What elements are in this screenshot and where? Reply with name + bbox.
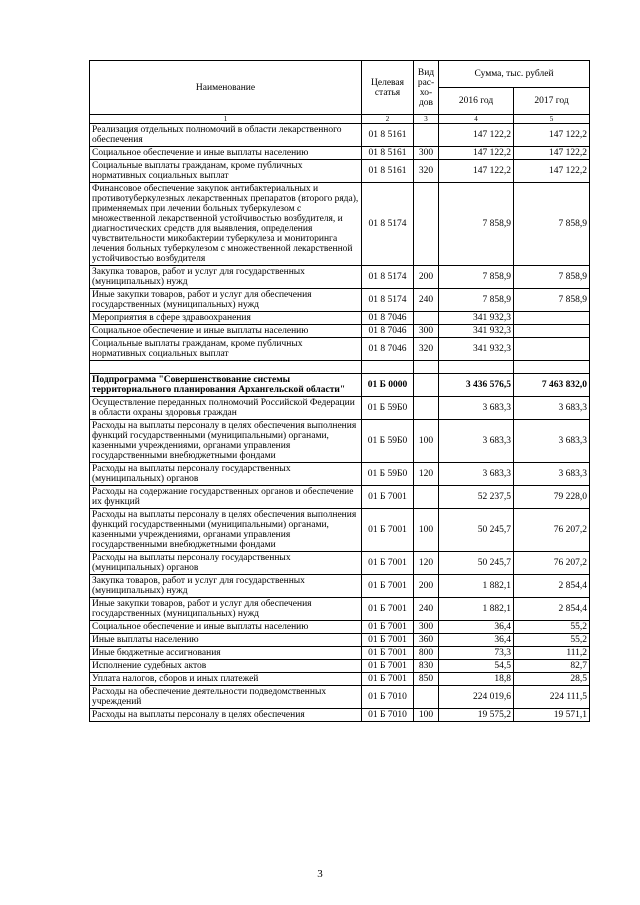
row-code-cell: 01 Б 7001 bbox=[362, 673, 414, 686]
row-code-cell: 01 8 7046 bbox=[362, 312, 414, 325]
row-sum-2016-cell: 341 932,3 bbox=[439, 312, 514, 325]
table-row bbox=[90, 463, 590, 486]
row-expense-type-cell: 120 bbox=[414, 552, 439, 575]
row-sum-2017-cell: 7 463 832,0 bbox=[514, 374, 590, 397]
row-sum-2017-cell: 7 858,9 bbox=[514, 183, 590, 266]
row-sum-2016-cell: 36,4 bbox=[439, 634, 514, 647]
row-code-cell: 01 Б 7010 bbox=[362, 709, 414, 722]
row-sum-2017-cell bbox=[514, 325, 590, 338]
empty-cell bbox=[514, 361, 590, 374]
row-sum-2017-cell: 3 683,3 bbox=[514, 397, 590, 420]
index-cell: 3 bbox=[414, 115, 439, 124]
row-code-cell: 01 8 5174 bbox=[362, 266, 414, 289]
row-sum-2017-cell: 76 207,2 bbox=[514, 509, 590, 552]
row-code-cell: 01 8 5174 bbox=[362, 183, 414, 266]
row-sum-2017-cell: 82,7 bbox=[514, 660, 590, 673]
table-row bbox=[90, 374, 590, 397]
row-sum-2017-cell: 147 122,2 bbox=[514, 160, 590, 183]
index-cell: 4 bbox=[439, 115, 514, 124]
index-cell: 5 bbox=[514, 115, 590, 124]
row-sum-2016-cell: 54,5 bbox=[439, 660, 514, 673]
row-sum-2017-cell: 55,2 bbox=[514, 621, 590, 634]
row-sum-2016-cell: 3 436 576,5 bbox=[439, 374, 514, 397]
row-sum-2016-cell: 18,8 bbox=[439, 673, 514, 686]
row-sum-2017-cell: 7 858,9 bbox=[514, 289, 590, 312]
row-sum-2017-cell: 79 228,0 bbox=[514, 486, 590, 509]
table-row bbox=[90, 266, 590, 289]
table-row bbox=[90, 709, 590, 722]
row-code-cell: 01 8 5161 bbox=[362, 147, 414, 160]
row-sum-2016-cell: 147 122,2 bbox=[439, 160, 514, 183]
empty-cell bbox=[439, 361, 514, 374]
row-sum-2017-cell: 147 122,2 bbox=[514, 147, 590, 160]
row-expense-type-cell: 320 bbox=[414, 160, 439, 183]
row-name-cell: Расходы на выплаты персоналу государственных (муниципальных) органов bbox=[90, 552, 362, 575]
row-name-cell: Социальные выплаты гражданам, кроме публичных нормативных социальных выплат bbox=[90, 338, 362, 361]
table-row bbox=[90, 686, 590, 709]
row-sum-2016-cell: 147 122,2 bbox=[439, 124, 514, 147]
row-name-cell: Социальное обеспечение и иные выплаты населению bbox=[90, 325, 362, 338]
row-sum-2016-cell: 19 575,2 bbox=[439, 709, 514, 722]
empty-cell bbox=[362, 361, 414, 374]
row-name-cell: Расходы на выплаты персоналу в целях обеспечения bbox=[90, 709, 362, 722]
row-code-cell: 01 Б 7001 bbox=[362, 509, 414, 552]
row-name-cell: Исполнение судебных актов bbox=[90, 660, 362, 673]
row-expense-type-cell: 850 bbox=[414, 673, 439, 686]
row-sum-2017-cell bbox=[514, 312, 590, 325]
row-sum-2017-cell bbox=[514, 338, 590, 361]
row-sum-2016-cell: 50 245,7 bbox=[439, 552, 514, 575]
row-expense-type-cell: 100 bbox=[414, 509, 439, 552]
row-sum-2016-cell: 3 683,3 bbox=[439, 420, 514, 463]
row-name-cell: Реализация отдельных полномочий в области лекарственного обеспечения bbox=[90, 124, 362, 147]
table-row bbox=[90, 160, 590, 183]
table-row bbox=[90, 647, 590, 660]
empty-cell bbox=[90, 361, 362, 374]
table-row bbox=[90, 673, 590, 686]
row-name-cell: Иные закупки товаров, работ и услуг для обеспечения государственных (муниципальных) нужд bbox=[90, 289, 362, 312]
row-sum-2017-cell: 19 571,1 bbox=[514, 709, 590, 722]
row-name-cell: Расходы на содержание государственных органов и обеспечение их функций bbox=[90, 486, 362, 509]
table-row bbox=[90, 598, 590, 621]
row-name-cell: Закупка товаров, работ и услуг для государственных (муниципальных) нужд bbox=[90, 575, 362, 598]
row-sum-2016-cell: 341 932,3 bbox=[439, 338, 514, 361]
row-sum-2016-cell: 147 122,2 bbox=[439, 147, 514, 160]
table-row bbox=[90, 124, 590, 147]
table-row bbox=[90, 289, 590, 312]
row-sum-2016-cell: 50 245,7 bbox=[439, 509, 514, 552]
row-name-cell: Подпрограмма "Совершенствование системы территориального планирования Архангельской области" bbox=[90, 374, 362, 397]
index-cell: 1 bbox=[90, 115, 362, 124]
row-name-cell: Закупка товаров, работ и услуг для государственных (муниципальных) нужд bbox=[90, 266, 362, 289]
table-row bbox=[90, 486, 590, 509]
row-code-cell: 01 8 5161 bbox=[362, 124, 414, 147]
row-sum-2016-cell: 1 882,1 bbox=[439, 598, 514, 621]
table-row bbox=[90, 325, 590, 338]
table-row bbox=[90, 621, 590, 634]
row-sum-2016-cell: 341 932,3 bbox=[439, 325, 514, 338]
row-sum-2016-cell: 73,3 bbox=[439, 647, 514, 660]
row-code-cell: 01 Б 7001 bbox=[362, 634, 414, 647]
row-sum-2017-cell: 2 854,4 bbox=[514, 598, 590, 621]
row-expense-type-cell: 100 bbox=[414, 420, 439, 463]
row-sum-2016-cell: 7 858,9 bbox=[439, 266, 514, 289]
row-expense-type-cell: 200 bbox=[414, 575, 439, 598]
row-code-cell: 01 Б 7001 bbox=[362, 647, 414, 660]
row-expense-type-cell: 320 bbox=[414, 338, 439, 361]
row-code-cell: 01 8 5161 bbox=[362, 160, 414, 183]
row-code-cell: 01 Б 59Б0 bbox=[362, 463, 414, 486]
row-sum-2017-cell: 76 207,2 bbox=[514, 552, 590, 575]
row-code-cell: 01 Б 0000 bbox=[362, 374, 414, 397]
table-row bbox=[90, 509, 590, 552]
row-sum-2016-cell: 3 683,3 bbox=[439, 397, 514, 420]
row-code-cell: 01 Б 59Б0 bbox=[362, 397, 414, 420]
row-expense-type-cell: 300 bbox=[414, 621, 439, 634]
row-code-cell: 01 8 5174 bbox=[362, 289, 414, 312]
row-expense-type-cell bbox=[414, 486, 439, 509]
row-expense-type-cell bbox=[414, 124, 439, 147]
index-cell: 2 bbox=[362, 115, 414, 124]
table-row bbox=[90, 397, 590, 420]
table-row bbox=[90, 634, 590, 647]
row-expense-type-cell bbox=[414, 397, 439, 420]
row-code-cell: 01 Б 59Б0 bbox=[362, 420, 414, 463]
table-row bbox=[90, 420, 590, 463]
row-code-cell: 01 8 7046 bbox=[362, 338, 414, 361]
table-row bbox=[90, 660, 590, 673]
table-row bbox=[90, 575, 590, 598]
header-target-article: Целевая статья bbox=[362, 61, 414, 115]
table-row bbox=[90, 312, 590, 325]
row-expense-type-cell: 300 bbox=[414, 147, 439, 160]
table-row bbox=[90, 338, 590, 361]
row-code-cell: 01 Б 7001 bbox=[362, 575, 414, 598]
header-year-2017: 2017 год bbox=[514, 88, 590, 115]
row-name-cell: Расходы на выплаты персоналу в целях обеспечения выполнения функций государственными (муниципальными) органами, казенными учреждениями, органами управления государственными внебюджетными фондами bbox=[90, 509, 362, 552]
row-expense-type-cell: 830 bbox=[414, 660, 439, 673]
row-expense-type-cell bbox=[414, 183, 439, 266]
row-code-cell: 01 Б 7001 bbox=[362, 621, 414, 634]
row-name-cell: Расходы на обеспечение деятельности подведомственных учреждений bbox=[90, 686, 362, 709]
row-expense-type-cell: 200 bbox=[414, 266, 439, 289]
table-row bbox=[90, 147, 590, 160]
header-expense-type: Вид рас- хо- дов bbox=[414, 61, 439, 115]
row-code-cell: 01 Б 7010 bbox=[362, 686, 414, 709]
row-expense-type-cell bbox=[414, 686, 439, 709]
row-expense-type-cell: 240 bbox=[414, 598, 439, 621]
row-expense-type-cell: 800 bbox=[414, 647, 439, 660]
row-expense-type-cell bbox=[414, 374, 439, 397]
row-sum-2017-cell: 7 858,9 bbox=[514, 266, 590, 289]
row-name-cell: Осуществление переданных полномочий Российской Федерации в области охраны здоровья граждан bbox=[90, 397, 362, 420]
row-sum-2016-cell: 3 683,3 bbox=[439, 463, 514, 486]
row-expense-type-cell: 100 bbox=[414, 709, 439, 722]
row-name-cell: Иные выплаты населению bbox=[90, 634, 362, 647]
header-sum: Сумма, тыс. рублей bbox=[439, 61, 590, 88]
row-name-cell: Социальные выплаты гражданам, кроме публичных нормативных социальных выплат bbox=[90, 160, 362, 183]
header-year-2016: 2016 год bbox=[439, 88, 514, 115]
empty-cell bbox=[414, 361, 439, 374]
row-code-cell: 01 8 7046 bbox=[362, 325, 414, 338]
row-name-cell: Расходы на выплаты персоналу в целях обеспечения выполнения функций государственными (муниципальными) органами, казенными учреждениями, органами управления государственными внебюджетными фондами bbox=[90, 420, 362, 463]
row-sum-2017-cell: 28,5 bbox=[514, 673, 590, 686]
row-sum-2017-cell: 55,2 bbox=[514, 634, 590, 647]
row-name-cell: Социальное обеспечение и иные выплаты населению bbox=[90, 621, 362, 634]
row-sum-2016-cell: 224 019,6 bbox=[439, 686, 514, 709]
table-row bbox=[90, 183, 590, 266]
row-expense-type-cell bbox=[414, 312, 439, 325]
row-expense-type-cell: 300 bbox=[414, 325, 439, 338]
row-name-cell: Иные закупки товаров, работ и услуг для обеспечения государственных (муниципальных) нужд bbox=[90, 598, 362, 621]
header-name: Наименование bbox=[90, 61, 362, 115]
row-expense-type-cell: 240 bbox=[414, 289, 439, 312]
row-name-cell: Иные бюджетные ассигнования bbox=[90, 647, 362, 660]
page-number: 3 bbox=[317, 868, 323, 880]
row-sum-2016-cell: 7 858,9 bbox=[439, 289, 514, 312]
row-sum-2016-cell: 52 237,5 bbox=[439, 486, 514, 509]
budget-table-body bbox=[90, 124, 590, 722]
row-name-cell: Финансовое обеспечение закупок антибактериальных и противотуберкулезных лекарственных препаратов (второго ряда), применяемых при лечении больных туберкулезом с множественной лекарственной устойчивостью возбудителя, и диагностических средств для выявления, определения чувствительности микобактерии туберкулеза и мониторинга лечения больных туберкулезом с множественной лекарственной устойчивостью возбудителя bbox=[90, 183, 362, 266]
row-sum-2016-cell: 7 858,9 bbox=[439, 183, 514, 266]
row-sum-2016-cell: 36,4 bbox=[439, 621, 514, 634]
row-sum-2017-cell: 2 854,4 bbox=[514, 575, 590, 598]
row-sum-2017-cell: 3 683,3 bbox=[514, 463, 590, 486]
row-name-cell: Социальное обеспечение и иные выплаты населению bbox=[90, 147, 362, 160]
budget-table bbox=[89, 60, 590, 722]
row-code-cell: 01 Б 7001 bbox=[362, 660, 414, 673]
row-name-cell: Мероприятия в сфере здравоохранения bbox=[90, 312, 362, 325]
row-sum-2017-cell: 224 111,5 bbox=[514, 686, 590, 709]
row-name-cell: Расходы на выплаты персоналу государственных (муниципальных) органов bbox=[90, 463, 362, 486]
row-code-cell: 01 Б 7001 bbox=[362, 552, 414, 575]
row-code-cell: 01 Б 7001 bbox=[362, 486, 414, 509]
row-sum-2016-cell: 1 882,1 bbox=[439, 575, 514, 598]
table-row bbox=[90, 361, 590, 374]
row-sum-2017-cell: 111,2 bbox=[514, 647, 590, 660]
row-code-cell: 01 Б 7001 bbox=[362, 598, 414, 621]
row-expense-type-cell: 360 bbox=[414, 634, 439, 647]
row-sum-2017-cell: 3 683,3 bbox=[514, 420, 590, 463]
table-row bbox=[90, 552, 590, 575]
row-name-cell: Уплата налогов, сборов и иных платежей bbox=[90, 673, 362, 686]
column-index-row bbox=[90, 115, 590, 124]
row-sum-2017-cell: 147 122,2 bbox=[514, 124, 590, 147]
row-expense-type-cell: 120 bbox=[414, 463, 439, 486]
